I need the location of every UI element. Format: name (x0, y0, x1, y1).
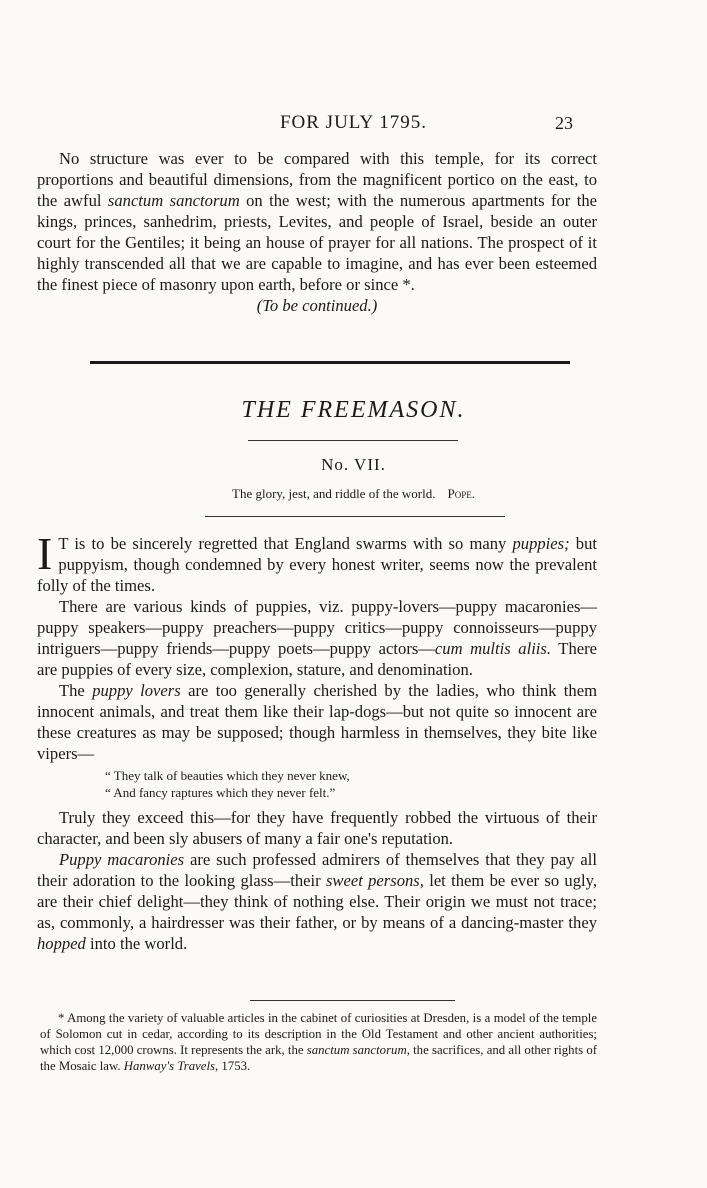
page-number: 23 (555, 113, 573, 133)
footnote (40, 1010, 597, 1074)
essay-paragraph-2: There are various kinds of puppies, viz. puppy-lovers—puppy macaronies—puppy speakers—puppy preachers—puppy critics—puppy connoisseurs—puppy intriguers—puppy friends—puppy poets—puppy actors—cum multis aliis. There are puppies of every size, complexion, stature, and denomination. (37, 597, 598, 679)
sanctum-term: sanctum sanctorum (107, 191, 240, 210)
quote-line-1: “ They talk of beauties which they never knew, (105, 768, 350, 783)
temple-section (37, 148, 597, 316)
running-header: FOR JULY 1795. (279, 112, 428, 133)
title-rule (248, 440, 458, 441)
motto (0, 486, 707, 502)
continued-note: (To be continued.) (256, 296, 378, 315)
temple-paragraph: No structure was ever to be compared with this temple, for its correct proportions and beautiful dimensions, from the magnificent portico on the east, to the awful sanctum sanctorum on the west; with the numerous apartments for the kings, princes, sanhedrim, priests, Levites, and people of Israel, beside an outer court for the Gentiles; it being an house of prayer for all nations. The prospect of it highly transcended all that we are capable to imagine, and has ever been esteemed the finest piece of masonry upon earth, before or since *. (37, 149, 597, 294)
essay-paragraph-3: The puppy lovers are too generally cherished by the ladies, who think them innocent animals, and treat them like their lap-dogs—but not quite so innocent are these creatures as may be supposed; though harmless in themselves, they bite like vipers— (37, 681, 597, 763)
section-divider (90, 361, 570, 364)
essay-body (37, 528, 598, 954)
footnote-source: Hanway's Travels, (123, 1059, 219, 1073)
motto-author: Pope. (447, 486, 475, 501)
essay-paragraph-5: Puppy macaronies are such professed admirers of themselves that they pay all their adoration to the looking glass—their sweet persons, let them be ever so ugly, are their chief delight—they think of nothing else. Their origin we must not trace; as, commonly, a hairdresser was their father, or by means of a dancing-master they hopped into the world. (37, 850, 598, 953)
footnote-text: * Among the variety of valuable articles in the cabinet of curiosities at Dresden, is a model of the temple of Solomon cut in cedar, according to its description in the Old Testament and other ancient authorities; which cost 12,000 crowns. It represents the ark, the sanctum sanctorum, the sacrifices, and all other rights of the Mosaic law. Hanway's Travels, 1753. (40, 1011, 597, 1073)
essay-number: No. VII. (321, 455, 386, 474)
essay-paragraph-4: Truly they exceed this—for they have frequently robbed the virtuous of their character, and been sly abusers of many a fair one's reputation. (37, 808, 597, 848)
motto-rule (205, 516, 505, 517)
quote-line-2: “ And fancy raptures which they never felt.” (105, 785, 336, 800)
essay-title: THE FREEMASON. (241, 397, 466, 423)
motto-text: The glory, jest, and riddle of the world. (232, 486, 436, 501)
footnote-rule (250, 1000, 455, 1001)
essay-paragraph-1: I T is to be sincerely regretted that England swarms with so many puppies; but puppyism, though condemned by every honest writer, seems now the prevalent folly of the times. (37, 528, 597, 595)
verse-quote (105, 767, 597, 801)
drop-cap: I (37, 528, 53, 579)
